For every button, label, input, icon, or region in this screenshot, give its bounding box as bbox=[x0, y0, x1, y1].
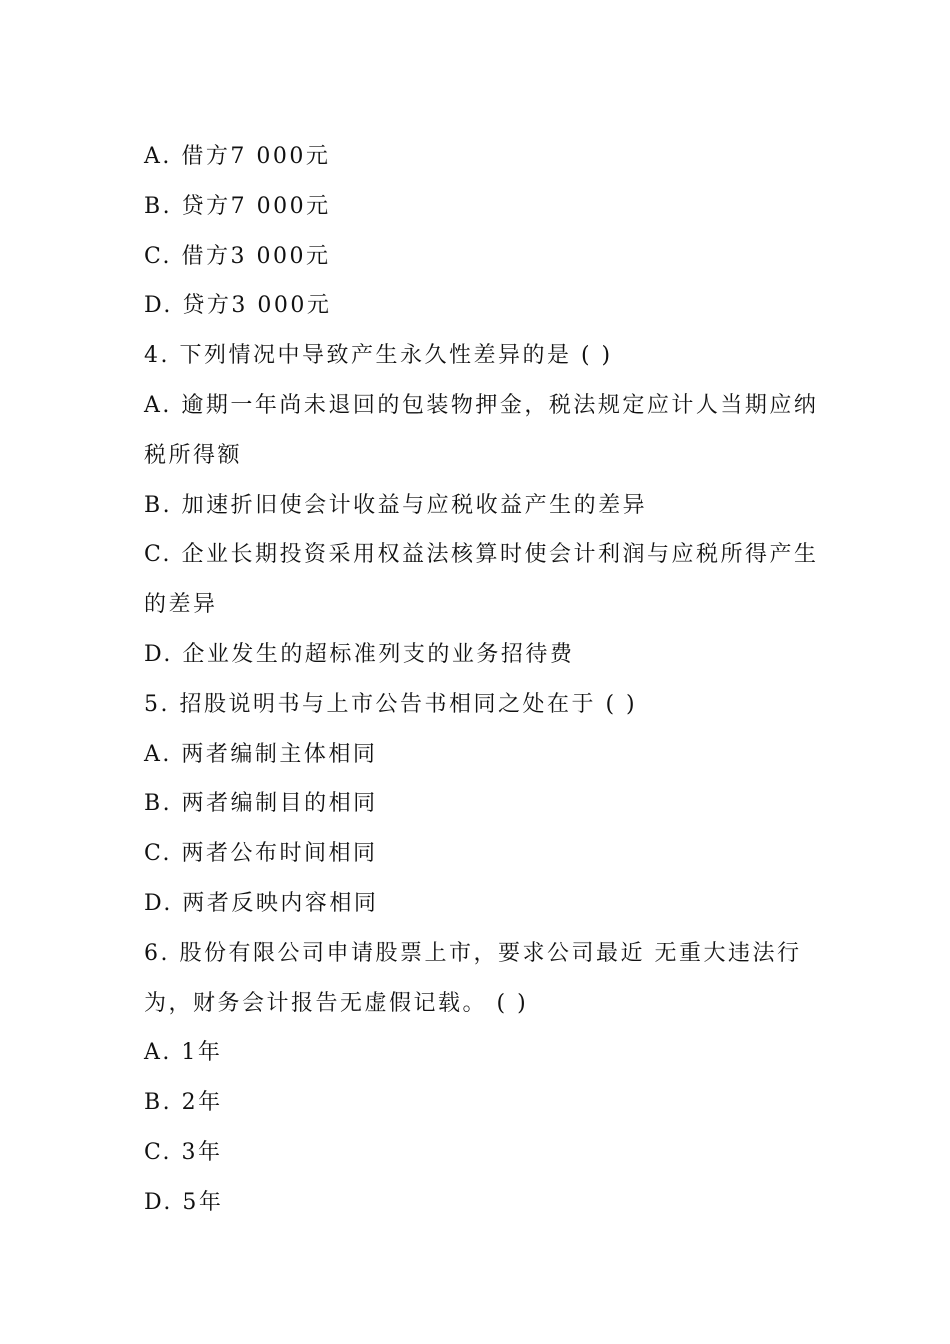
q6-option-b: B. 2年 bbox=[144, 1090, 223, 1116]
question-4: 4. 下列情况中导致产生永久性差异的是 ( ) bbox=[144, 343, 613, 369]
q4-option-a-line-1: A. 逾期一年尚未退回的包装物押金，税法规定应计人当期应纳 bbox=[144, 392, 819, 418]
question-6-line-2: 为，财务会计报告无虚假记载。 ( ) bbox=[144, 990, 529, 1016]
q4-option-a-line-2: 税所得额 bbox=[144, 442, 243, 468]
q5-option-b: B. 两者编制目的相同 bbox=[144, 791, 378, 817]
q5-option-c: C. 两者公布时间相同 bbox=[144, 841, 378, 867]
q6-option-c: C. 3年 bbox=[144, 1139, 223, 1165]
q4-option-c-line-2: 的差异 bbox=[144, 592, 218, 618]
question-6-line-1: 6. 股份有限公司申请股票上市，要求公司最近 无重大违法行 bbox=[144, 940, 802, 966]
question-5: 5. 招股说明书与上市公告书相同之处在于 ( ) bbox=[144, 691, 638, 717]
q5-option-a: A. 两者编制主体相同 bbox=[144, 741, 378, 767]
q3-option-c: C. 借方3 000元 bbox=[144, 243, 331, 269]
q4-option-c-line-1: C. 企业长期投资采用权益法核算时使会计利润与应税所得产生 bbox=[144, 542, 819, 568]
q6-option-d: D. 5年 bbox=[144, 1189, 224, 1215]
document-page bbox=[144, 132, 819, 1228]
q5-option-d: D. 两者反映内容相同 bbox=[144, 890, 379, 916]
q3-option-b: B. 贷方7 000元 bbox=[144, 193, 331, 219]
q3-option-d: D. 贷方3 000元 bbox=[144, 293, 332, 319]
q4-option-b: B. 加速折旧使会计收益与应税收益产生的差异 bbox=[144, 492, 648, 518]
q4-option-d: D. 企业发生的超标准列支的业务招待费 bbox=[144, 641, 575, 667]
q6-option-a: A. 1年 bbox=[144, 1040, 223, 1066]
q3-option-a: A. 借方7 000元 bbox=[144, 144, 331, 169]
